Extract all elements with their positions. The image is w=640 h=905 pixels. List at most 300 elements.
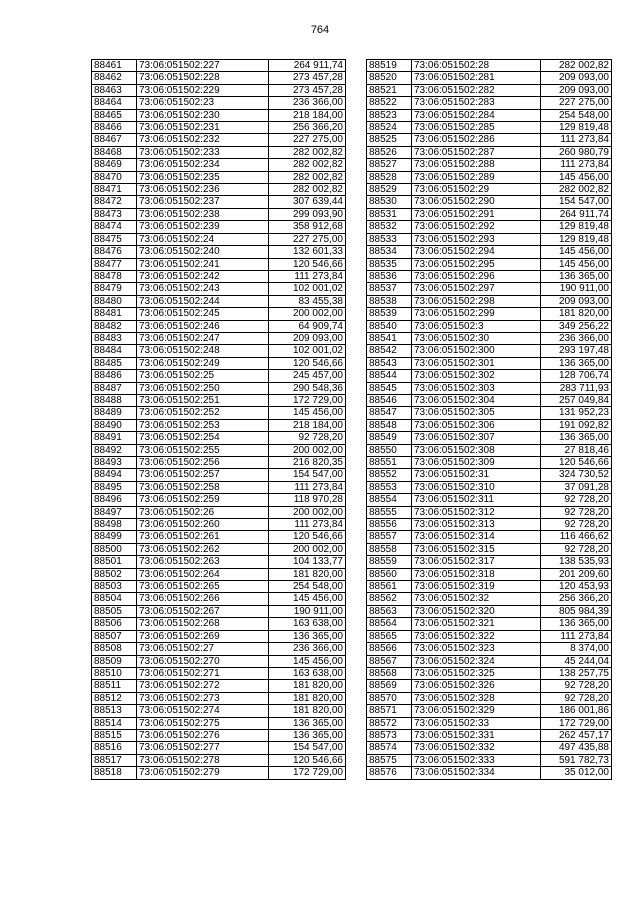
value-cell: 102 001,02 <box>269 345 346 357</box>
table-row <box>92 208 346 220</box>
row-number-cell: 88484 <box>92 345 137 357</box>
table-row <box>92 481 346 493</box>
value-cell: 172 729,00 <box>541 717 612 729</box>
value-cell: 64 909,74 <box>269 320 346 332</box>
cadastral-number-cell: 73:06:051502:25 <box>137 370 269 382</box>
row-number-cell: 88529 <box>367 184 412 196</box>
row-number-cell: 88515 <box>92 729 137 741</box>
cadastral-number-cell: 73:06:051502:303 <box>412 382 541 394</box>
value-cell: 190 911,00 <box>269 605 346 617</box>
row-number-cell: 88543 <box>367 357 412 369</box>
value-cell: 282 002,82 <box>269 171 346 183</box>
table-row <box>367 444 612 456</box>
cadastral-number-cell: 73:06:051502:321 <box>412 618 541 630</box>
row-number-cell: 88493 <box>92 457 137 469</box>
row-number-cell: 88483 <box>92 332 137 344</box>
row-number-cell: 88463 <box>92 84 137 96</box>
table-row <box>367 618 612 630</box>
value-cell: 120 453,93 <box>541 581 612 593</box>
row-number-cell: 88524 <box>367 122 412 134</box>
row-number-cell: 88570 <box>367 692 412 704</box>
table-row <box>92 742 346 754</box>
row-number-cell: 88471 <box>92 184 137 196</box>
value-cell: 132 601,33 <box>269 246 346 258</box>
table-row <box>367 146 612 158</box>
cadastral-number-cell: 73:06:051502:302 <box>412 370 541 382</box>
cadastral-number-cell: 73:06:051502:241 <box>137 258 269 270</box>
value-cell: 120 546,66 <box>269 531 346 543</box>
value-cell: 111 273,84 <box>541 159 612 171</box>
value-cell: 273 457,28 <box>269 72 346 84</box>
row-number-cell: 88556 <box>367 519 412 531</box>
cadastral-number-cell: 73:06:051502:271 <box>137 667 269 679</box>
cadastral-number-cell: 73:06:051502:277 <box>137 742 269 754</box>
table-row <box>367 134 612 146</box>
row-number-cell: 88530 <box>367 196 412 208</box>
table-row <box>92 97 346 109</box>
row-number-cell: 88541 <box>367 332 412 344</box>
row-number-cell: 88501 <box>92 556 137 568</box>
cadastral-number-cell: 73:06:051502:320 <box>412 605 541 617</box>
table-row <box>92 692 346 704</box>
table-row <box>367 494 612 506</box>
table-row <box>367 680 612 692</box>
cadastral-number-cell: 73:06:051502:268 <box>137 618 269 630</box>
value-cell: 227 275,00 <box>269 134 346 146</box>
value-cell: 120 546,66 <box>269 357 346 369</box>
row-number-cell: 88494 <box>92 469 137 481</box>
cadastral-number-cell: 73:06:051502:267 <box>137 605 269 617</box>
table-row <box>92 531 346 543</box>
cadastral-number-cell: 73:06:051502:323 <box>412 643 541 655</box>
cadastral-number-cell: 73:06:051502:228 <box>137 72 269 84</box>
table-row <box>92 630 346 642</box>
cadastral-number-cell: 73:06:051502:227 <box>137 60 269 72</box>
value-cell: 257 049,84 <box>541 394 612 406</box>
cadastral-number-cell: 73:06:051502:235 <box>137 171 269 183</box>
value-cell: 154 547,00 <box>541 196 612 208</box>
cadastral-number-cell: 73:06:051502:310 <box>412 481 541 493</box>
row-number-cell: 88559 <box>367 556 412 568</box>
row-number-cell: 88576 <box>367 767 412 779</box>
value-cell: 324 730,52 <box>541 469 612 481</box>
row-number-cell: 88546 <box>367 394 412 406</box>
cadastral-number-cell: 73:06:051502:309 <box>412 457 541 469</box>
row-number-cell: 88520 <box>367 72 412 84</box>
cadastral-number-cell: 73:06:051502:283 <box>412 97 541 109</box>
value-cell: 290 548,36 <box>269 382 346 394</box>
row-number-cell: 88553 <box>367 481 412 493</box>
table-row <box>92 60 346 72</box>
cadastral-number-cell: 73:06:051502:29 <box>412 184 541 196</box>
row-number-cell: 88550 <box>367 444 412 456</box>
page-number: 764 <box>310 24 330 36</box>
row-number-cell: 88522 <box>367 97 412 109</box>
row-number-cell: 88545 <box>367 382 412 394</box>
value-cell: 145 456,00 <box>269 593 346 605</box>
row-number-cell: 88534 <box>367 246 412 258</box>
cadastral-number-cell: 73:06:051502:261 <box>137 531 269 543</box>
row-number-cell: 88571 <box>367 705 412 717</box>
value-cell: 201 209,60 <box>541 568 612 580</box>
cadastral-number-cell: 73:06:051502:272 <box>137 680 269 692</box>
row-number-cell: 88552 <box>367 469 412 481</box>
value-cell: 254 548,00 <box>541 109 612 121</box>
row-number-cell: 88495 <box>92 481 137 493</box>
cadastral-number-cell: 73:06:051502:288 <box>412 159 541 171</box>
row-number-cell: 88548 <box>367 419 412 431</box>
table-row <box>367 506 612 518</box>
cadastral-number-cell: 73:06:051502:240 <box>137 246 269 258</box>
table-row <box>92 382 346 394</box>
table-row <box>367 754 612 766</box>
table-row <box>367 705 612 717</box>
value-cell: 181 820,00 <box>269 692 346 704</box>
value-cell: 293 197,48 <box>541 345 612 357</box>
cadastral-number-cell: 73:06:051502:326 <box>412 680 541 692</box>
table-row <box>92 345 346 357</box>
table-row <box>92 146 346 158</box>
value-cell: 116 466,62 <box>541 531 612 543</box>
row-number-cell: 88469 <box>92 159 137 171</box>
cadastral-number-cell: 73:06:051502:273 <box>137 692 269 704</box>
table-row <box>92 506 346 518</box>
cadastral-number-cell: 73:06:051502:317 <box>412 556 541 568</box>
cadastral-number-cell: 73:06:051502:322 <box>412 630 541 642</box>
table-row <box>367 332 612 344</box>
value-cell: 591 782,73 <box>541 754 612 766</box>
value-cell: 307 639,44 <box>269 196 346 208</box>
table-row <box>367 122 612 134</box>
table-row <box>92 308 346 320</box>
value-cell: 92 728,20 <box>541 506 612 518</box>
value-cell: 299 093,90 <box>269 208 346 220</box>
row-number-cell: 88502 <box>92 568 137 580</box>
value-cell: 218 184,00 <box>269 419 346 431</box>
table-row <box>92 556 346 568</box>
cadastral-number-cell: 73:06:051502:332 <box>412 742 541 754</box>
table-row <box>92 184 346 196</box>
value-cell: 216 820,35 <box>269 457 346 469</box>
row-number-cell: 88518 <box>92 767 137 779</box>
table-row <box>367 630 612 642</box>
value-cell: 92 728,20 <box>541 494 612 506</box>
value-cell: 190 911,00 <box>541 283 612 295</box>
row-number-cell: 88565 <box>367 630 412 642</box>
table-row <box>367 233 612 245</box>
cadastral-number-cell: 73:06:051502:244 <box>137 295 269 307</box>
value-cell: 118 970,28 <box>269 494 346 506</box>
value-cell: 145 456,00 <box>541 171 612 183</box>
value-cell: 120 546,66 <box>269 258 346 270</box>
row-number-cell: 88482 <box>92 320 137 332</box>
cadastral-number-cell: 73:06:051502:28 <box>412 60 541 72</box>
cadastral-number-cell: 73:06:051502:334 <box>412 767 541 779</box>
cadastral-number-cell: 73:06:051502:301 <box>412 357 541 369</box>
row-number-cell: 88496 <box>92 494 137 506</box>
row-number-cell: 88566 <box>367 643 412 655</box>
value-cell: 45 244,04 <box>541 655 612 667</box>
cadastral-number-cell: 73:06:051502:257 <box>137 469 269 481</box>
cadastral-number-cell: 73:06:051502:245 <box>137 308 269 320</box>
cadastral-number-cell: 73:06:051502:325 <box>412 667 541 679</box>
cadastral-number-cell: 73:06:051502:287 <box>412 146 541 158</box>
cadastral-number-cell: 73:06:051502:247 <box>137 332 269 344</box>
cadastral-number-cell: 73:06:051502:256 <box>137 457 269 469</box>
cadastral-number-cell: 73:06:051502:232 <box>137 134 269 146</box>
table-row <box>367 556 612 568</box>
value-cell: 136 365,00 <box>541 432 612 444</box>
row-number-cell: 88572 <box>367 717 412 729</box>
row-number-cell: 88533 <box>367 233 412 245</box>
row-number-cell: 88474 <box>92 221 137 233</box>
cadastral-number-cell: 73:06:051502:279 <box>137 767 269 779</box>
value-cell: 136 365,00 <box>541 618 612 630</box>
cadastral-number-cell: 73:06:051502:248 <box>137 345 269 357</box>
table-row <box>92 407 346 419</box>
table-row <box>92 295 346 307</box>
cadastral-number-cell: 73:06:051502:242 <box>137 270 269 282</box>
value-cell: 163 638,00 <box>269 618 346 630</box>
value-cell: 805 984,39 <box>541 605 612 617</box>
cadastral-number-cell: 73:06:051502:318 <box>412 568 541 580</box>
row-number-cell: 88526 <box>367 146 412 158</box>
right-table <box>366 59 612 780</box>
row-number-cell: 88567 <box>367 655 412 667</box>
value-cell: 209 093,00 <box>269 332 346 344</box>
table-row <box>367 196 612 208</box>
value-cell: 209 093,00 <box>541 84 612 96</box>
row-number-cell: 88470 <box>92 171 137 183</box>
row-number-cell: 88549 <box>367 432 412 444</box>
cadastral-number-cell: 73:06:051502:284 <box>412 109 541 121</box>
table-row <box>92 655 346 667</box>
row-number-cell: 88544 <box>367 370 412 382</box>
value-cell: 264 911,74 <box>541 208 612 220</box>
value-cell: 218 184,00 <box>269 109 346 121</box>
value-cell: 497 435,88 <box>541 742 612 754</box>
value-cell: 273 457,28 <box>269 84 346 96</box>
cadastral-number-cell: 73:06:051502:266 <box>137 593 269 605</box>
value-cell: 200 002,00 <box>269 543 346 555</box>
cadastral-number-cell: 73:06:051502:231 <box>137 122 269 134</box>
table-row <box>367 159 612 171</box>
cadastral-number-cell: 73:06:051502:298 <box>412 295 541 307</box>
cadastral-number-cell: 73:06:051502:243 <box>137 283 269 295</box>
value-cell: 283 711,93 <box>541 382 612 394</box>
cadastral-number-cell: 73:06:051502:237 <box>137 196 269 208</box>
value-cell: 136 365,00 <box>541 357 612 369</box>
row-number-cell: 88536 <box>367 270 412 282</box>
row-number-cell: 88504 <box>92 593 137 605</box>
cadastral-number-cell: 73:06:051502:269 <box>137 630 269 642</box>
cadastral-number-cell: 73:06:051502:254 <box>137 432 269 444</box>
row-number-cell: 88519 <box>367 60 412 72</box>
table-row <box>92 109 346 121</box>
row-number-cell: 88511 <box>92 680 137 692</box>
value-cell: 138 257,75 <box>541 667 612 679</box>
row-number-cell: 88568 <box>367 667 412 679</box>
table-row <box>92 122 346 134</box>
value-cell: 282 002,82 <box>269 146 346 158</box>
cadastral-number-cell: 73:06:051502:252 <box>137 407 269 419</box>
value-cell: 111 273,84 <box>269 481 346 493</box>
row-number-cell: 88551 <box>367 457 412 469</box>
table-row <box>367 84 612 96</box>
value-cell: 138 535,93 <box>541 556 612 568</box>
table-row <box>92 196 346 208</box>
table-row <box>92 370 346 382</box>
value-cell: 172 729,00 <box>269 394 346 406</box>
row-number-cell: 88499 <box>92 531 137 543</box>
cadastral-number-cell: 73:06:051502:333 <box>412 754 541 766</box>
cadastral-number-cell: 73:06:051502:289 <box>412 171 541 183</box>
table-row <box>92 320 346 332</box>
value-cell: 136 365,00 <box>269 729 346 741</box>
value-cell: 262 457,17 <box>541 729 612 741</box>
cadastral-number-cell: 73:06:051502:236 <box>137 184 269 196</box>
value-cell: 128 706,74 <box>541 370 612 382</box>
table-row <box>367 605 612 617</box>
row-number-cell: 88514 <box>92 717 137 729</box>
table-row <box>367 221 612 233</box>
value-cell: 245 457,00 <box>269 370 346 382</box>
table-row <box>367 742 612 754</box>
cadastral-number-cell: 73:06:051502:265 <box>137 581 269 593</box>
row-number-cell: 88464 <box>92 97 137 109</box>
cadastral-number-cell: 73:06:051502:23 <box>137 97 269 109</box>
value-cell: 209 093,00 <box>541 295 612 307</box>
cadastral-number-cell: 73:06:051502:328 <box>412 692 541 704</box>
row-number-cell: 88528 <box>367 171 412 183</box>
value-cell: 154 547,00 <box>269 742 346 754</box>
value-cell: 35 012,00 <box>541 767 612 779</box>
value-cell: 282 002,82 <box>541 60 612 72</box>
value-cell: 236 366,00 <box>541 332 612 344</box>
cadastral-number-cell: 73:06:051502:297 <box>412 283 541 295</box>
row-number-cell: 88489 <box>92 407 137 419</box>
row-number-cell: 88569 <box>367 680 412 692</box>
row-number-cell: 88513 <box>92 705 137 717</box>
row-number-cell: 88527 <box>367 159 412 171</box>
value-cell: 260 980,79 <box>541 146 612 158</box>
row-number-cell: 88574 <box>367 742 412 754</box>
cadastral-number-cell: 73:06:051502:253 <box>137 419 269 431</box>
row-number-cell: 88467 <box>92 134 137 146</box>
table-row <box>92 84 346 96</box>
value-cell: 236 366,00 <box>269 97 346 109</box>
table-row <box>367 97 612 109</box>
cadastral-number-cell: 73:06:051502:3 <box>412 320 541 332</box>
table-row <box>367 72 612 84</box>
value-cell: 83 455,38 <box>269 295 346 307</box>
cadastral-number-cell: 73:06:051502:290 <box>412 196 541 208</box>
table-row <box>92 394 346 406</box>
table-row <box>367 208 612 220</box>
cadastral-number-cell: 73:06:051502:239 <box>137 221 269 233</box>
value-cell: 282 002,82 <box>269 184 346 196</box>
cadastral-number-cell: 73:06:051502:282 <box>412 84 541 96</box>
table-row <box>92 568 346 580</box>
table-row <box>367 382 612 394</box>
table-row <box>367 407 612 419</box>
row-number-cell: 88498 <box>92 519 137 531</box>
row-number-cell: 88516 <box>92 742 137 754</box>
table-row <box>367 258 612 270</box>
value-cell: 200 002,00 <box>269 308 346 320</box>
left-table <box>91 59 346 780</box>
row-number-cell: 88535 <box>367 258 412 270</box>
table-row <box>92 767 346 779</box>
row-number-cell: 88503 <box>92 581 137 593</box>
row-number-cell: 88488 <box>92 394 137 406</box>
table-row <box>367 246 612 258</box>
table-row <box>92 581 346 593</box>
table-row <box>92 643 346 655</box>
table-row <box>92 72 346 84</box>
cadastral-number-cell: 73:06:051502:250 <box>137 382 269 394</box>
value-cell: 191 092,82 <box>541 419 612 431</box>
row-number-cell: 88555 <box>367 506 412 518</box>
cadastral-number-cell: 73:06:051502:31 <box>412 469 541 481</box>
table-row <box>367 543 612 555</box>
value-cell: 227 275,00 <box>541 97 612 109</box>
table-row <box>367 519 612 531</box>
value-cell: 181 820,00 <box>541 308 612 320</box>
value-cell: 236 366,00 <box>269 643 346 655</box>
table-row <box>92 159 346 171</box>
row-number-cell: 88532 <box>367 221 412 233</box>
row-number-cell: 88479 <box>92 283 137 295</box>
row-number-cell: 88508 <box>92 643 137 655</box>
cadastral-number-cell: 73:06:051502:313 <box>412 519 541 531</box>
table-row <box>367 320 612 332</box>
row-number-cell: 88477 <box>92 258 137 270</box>
value-cell: 181 820,00 <box>269 705 346 717</box>
value-cell: 209 093,00 <box>541 72 612 84</box>
row-number-cell: 88476 <box>92 246 137 258</box>
table-row <box>367 481 612 493</box>
value-cell: 181 820,00 <box>269 680 346 692</box>
table-row <box>367 581 612 593</box>
row-number-cell: 88557 <box>367 531 412 543</box>
value-cell: 256 366,20 <box>541 593 612 605</box>
cadastral-number-cell: 73:06:051502:293 <box>412 233 541 245</box>
table-row <box>92 605 346 617</box>
cadastral-number-cell: 73:06:051502:312 <box>412 506 541 518</box>
table-row <box>92 233 346 245</box>
row-number-cell: 88462 <box>92 72 137 84</box>
cadastral-number-cell: 73:06:051502:324 <box>412 655 541 667</box>
value-cell: 129 819,48 <box>541 233 612 245</box>
value-cell: 111 273,84 <box>541 630 612 642</box>
value-cell: 172 729,00 <box>269 767 346 779</box>
table-row <box>92 332 346 344</box>
cadastral-number-cell: 73:06:051502:259 <box>137 494 269 506</box>
cadastral-number-cell: 73:06:051502:306 <box>412 419 541 431</box>
table-row <box>367 60 612 72</box>
cadastral-number-cell: 73:06:051502:262 <box>137 543 269 555</box>
row-number-cell: 88478 <box>92 270 137 282</box>
cadastral-number-cell: 73:06:051502:296 <box>412 270 541 282</box>
value-cell: 92 728,20 <box>541 519 612 531</box>
table-row <box>367 643 612 655</box>
table-row <box>92 519 346 531</box>
value-cell: 129 819,48 <box>541 221 612 233</box>
cadastral-number-cell: 73:06:051502:238 <box>137 208 269 220</box>
cadastral-number-cell: 73:06:051502:286 <box>412 134 541 146</box>
table-row <box>92 283 346 295</box>
